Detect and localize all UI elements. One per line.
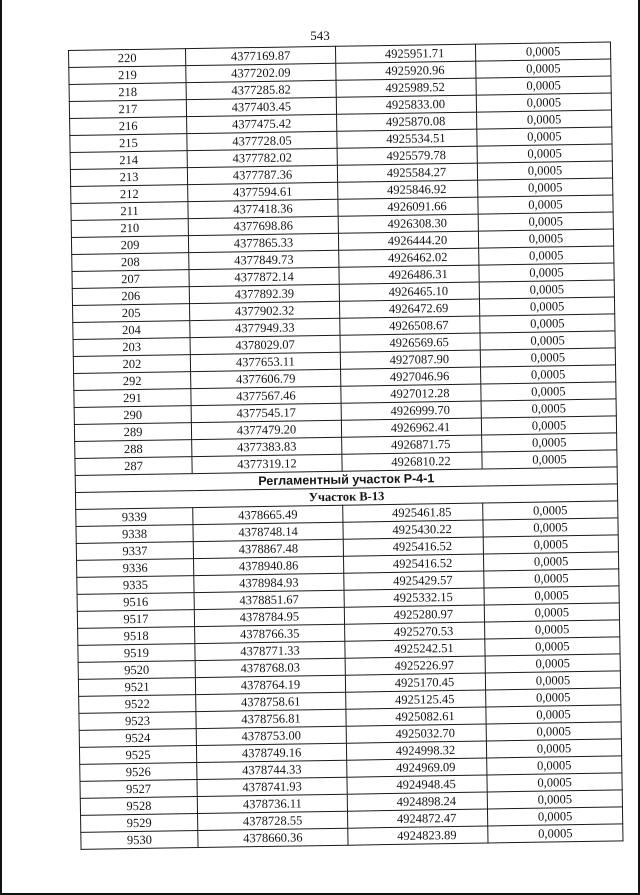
- value-cell: 0,0005: [485, 671, 620, 690]
- point-number-cell: 212: [71, 185, 188, 204]
- value-cell: 0,0005: [488, 824, 623, 843]
- section-title: Регламентный участок Р-4-1: [75, 467, 617, 493]
- x-coordinate-cell: 4378940.86: [194, 556, 344, 575]
- point-number-cell: 204: [73, 321, 190, 340]
- y-coordinate-cell: 4925846.92: [338, 180, 478, 199]
- value-cell: 0,0005: [481, 399, 616, 418]
- value-cell: 0,0005: [481, 382, 616, 401]
- value-cell: 0,0005: [486, 739, 621, 758]
- x-coordinate-cell: 4377782.02: [187, 148, 337, 167]
- point-number-cell: 207: [72, 270, 189, 289]
- y-coordinate-cell: 4925579.78: [337, 146, 477, 165]
- y-coordinate-cell: 4925430.22: [343, 520, 483, 539]
- value-cell: 0,0005: [487, 807, 622, 826]
- y-coordinate-cell: 4924969.09: [347, 758, 487, 777]
- x-coordinate-cell: 4377892.39: [189, 284, 339, 303]
- y-coordinate-cell: 4925951.71: [335, 44, 475, 63]
- y-coordinate-cell: 4926462.02: [339, 248, 479, 267]
- point-number-cell: 219: [69, 66, 186, 85]
- y-coordinate-cell: 4925416.52: [343, 554, 483, 573]
- point-number-cell: 203: [73, 338, 190, 357]
- x-coordinate-cell: 4378764.19: [195, 675, 345, 694]
- y-coordinate-cell: 4926569.65: [340, 333, 480, 352]
- x-coordinate-cell: 4377949.33: [190, 318, 340, 337]
- value-cell: 0,0005: [483, 518, 618, 537]
- x-coordinate-cell: 4377319.12: [192, 454, 342, 473]
- value-cell: 0,0005: [479, 246, 614, 265]
- value-cell: 0,0005: [478, 178, 613, 197]
- point-number-cell: 214: [70, 151, 187, 170]
- x-coordinate-cell: 4377849.73: [189, 250, 339, 269]
- y-coordinate-cell: 4926091.66: [338, 197, 478, 216]
- value-cell: 0,0005: [486, 688, 621, 707]
- point-number-cell: 9529: [81, 814, 198, 833]
- value-cell: 0,0005: [477, 144, 612, 163]
- x-coordinate-cell: 4377728.05: [187, 131, 337, 150]
- y-coordinate-cell: 4925332.15: [344, 588, 484, 607]
- y-coordinate-cell: 4926472.69: [339, 299, 479, 318]
- x-coordinate-cell: 4377285.82: [186, 80, 336, 99]
- value-cell: 0,0005: [479, 280, 614, 299]
- point-number-cell: 208: [72, 253, 189, 272]
- y-coordinate-cell: 4925920.96: [336, 61, 476, 80]
- point-number-cell: 9528: [80, 797, 197, 816]
- y-coordinate-cell: 4925242.51: [345, 639, 485, 658]
- value-cell: 0,0005: [483, 552, 618, 571]
- subsection-title: Участок В-13: [75, 484, 617, 510]
- point-number-cell: 9521: [78, 678, 195, 697]
- point-number-cell: 291: [74, 389, 191, 408]
- point-number-cell: 218: [69, 83, 186, 102]
- point-number-cell: 9523: [79, 712, 196, 731]
- x-coordinate-cell: 4378756.81: [196, 709, 346, 728]
- y-coordinate-cell: 4927012.28: [341, 384, 481, 403]
- y-coordinate-cell: 4925416.52: [343, 537, 483, 556]
- y-coordinate-cell: 4925429.57: [344, 571, 484, 590]
- y-coordinate-cell: 4926308.30: [338, 214, 478, 233]
- value-cell: 0,0005: [476, 93, 611, 112]
- x-coordinate-cell: 4377202.09: [186, 63, 336, 82]
- value-cell: 0,0005: [481, 365, 616, 384]
- value-cell: 0,0005: [479, 297, 614, 316]
- value-cell: 0,0005: [476, 76, 611, 95]
- x-coordinate-cell: 4377169.87: [185, 46, 335, 65]
- y-coordinate-cell: 4925170.45: [345, 673, 485, 692]
- x-coordinate-cell: 4378741.93: [197, 777, 347, 796]
- y-coordinate-cell: 4925534.51: [337, 129, 477, 148]
- x-coordinate-cell: 4378768.03: [195, 658, 345, 677]
- point-number-cell: 9520: [78, 661, 195, 680]
- point-number-cell: 9526: [80, 763, 197, 782]
- x-coordinate-cell: 4378758.61: [196, 692, 346, 711]
- y-coordinate-cell: 4926508.67: [340, 316, 480, 335]
- x-coordinate-cell: 4378744.33: [197, 760, 347, 779]
- value-cell: 0,0005: [481, 416, 616, 435]
- x-coordinate-cell: 4378665.49: [193, 505, 343, 524]
- value-cell: 0,0005: [487, 790, 622, 809]
- value-cell: 0,0005: [485, 637, 620, 656]
- y-coordinate-cell: 4925989.52: [336, 78, 476, 97]
- point-number-cell: 202: [73, 355, 190, 374]
- x-coordinate-cell: 4378784.95: [194, 607, 344, 626]
- table-body-top: [69, 42, 618, 475]
- value-cell: 0,0005: [477, 127, 612, 146]
- point-number-cell: 220: [69, 49, 186, 68]
- point-number-cell: 205: [73, 304, 190, 323]
- x-coordinate-cell: 4377383.83: [192, 437, 342, 456]
- point-number-cell: 9517: [77, 610, 194, 629]
- point-number-cell: 215: [70, 134, 187, 153]
- page-number: 543: [310, 28, 330, 43]
- point-number-cell: 216: [70, 117, 187, 136]
- point-number-cell: 217: [69, 100, 186, 119]
- point-number-cell: 9516: [77, 593, 194, 612]
- y-coordinate-cell: 4925833.00: [336, 95, 476, 114]
- value-cell: 0,0005: [475, 42, 610, 61]
- value-cell: 0,0005: [486, 705, 621, 724]
- point-number-cell: 206: [72, 287, 189, 306]
- x-coordinate-cell: 4377567.46: [191, 386, 341, 405]
- point-number-cell: 292: [74, 372, 191, 391]
- x-coordinate-cell: 4377606.79: [191, 369, 341, 388]
- value-cell: 0,0005: [486, 722, 621, 741]
- x-coordinate-cell: 4377479.20: [191, 420, 341, 439]
- table-body-bottom: [76, 501, 623, 849]
- y-coordinate-cell: 4924872.47: [347, 809, 487, 828]
- value-cell: 0,0005: [483, 501, 618, 520]
- point-number-cell: 213: [70, 168, 187, 187]
- x-coordinate-cell: 4377872.14: [189, 267, 339, 286]
- x-coordinate-cell: 4377594.61: [188, 182, 338, 201]
- value-cell: 0,0005: [480, 331, 615, 350]
- value-cell: 0,0005: [484, 603, 619, 622]
- point-number-cell: 9338: [76, 525, 193, 544]
- scan-left-edge: [0, 0, 2, 895]
- value-cell: 0,0005: [482, 450, 617, 469]
- x-coordinate-cell: 4378867.48: [193, 539, 343, 558]
- value-cell: 0,0005: [484, 569, 619, 588]
- point-number-cell: 9522: [79, 695, 196, 714]
- point-number-cell: 9336: [77, 559, 194, 578]
- point-number-cell: 9527: [80, 780, 197, 799]
- y-coordinate-cell: 4925280.97: [344, 605, 484, 624]
- value-cell: 0,0005: [478, 212, 613, 231]
- x-coordinate-cell: 4378029.07: [190, 335, 340, 354]
- value-cell: 0,0005: [478, 229, 613, 248]
- y-coordinate-cell: 4926465.10: [339, 282, 479, 301]
- y-coordinate-cell: 4924998.32: [346, 741, 486, 760]
- y-coordinate-cell: 4926444.20: [338, 231, 478, 250]
- x-coordinate-cell: 4377475.42: [187, 114, 337, 133]
- y-coordinate-cell: 4925032.70: [346, 724, 486, 743]
- x-coordinate-cell: 4378771.33: [195, 641, 345, 660]
- value-cell: 0,0005: [487, 773, 622, 792]
- x-coordinate-cell: 4378736.11: [197, 794, 347, 813]
- point-number-cell: 289: [74, 423, 191, 442]
- value-cell: 0,0005: [483, 535, 618, 554]
- point-number-cell: 9335: [77, 576, 194, 595]
- y-coordinate-cell: 4925125.45: [346, 690, 486, 709]
- x-coordinate-cell: 4377698.86: [188, 216, 338, 235]
- x-coordinate-cell: 4378753.00: [196, 726, 346, 745]
- y-coordinate-cell: 4926962.41: [341, 418, 481, 437]
- x-coordinate-cell: 4378766.35: [195, 624, 345, 643]
- point-number-cell: 9524: [79, 729, 196, 748]
- point-number-cell: 209: [71, 236, 188, 255]
- x-coordinate-cell: 4378851.67: [194, 590, 344, 609]
- y-coordinate-cell: 4927087.90: [340, 350, 480, 369]
- y-coordinate-cell: 4926486.31: [339, 265, 479, 284]
- value-cell: 0,0005: [478, 195, 613, 214]
- point-number-cell: 9530: [81, 831, 198, 850]
- x-coordinate-cell: 4377418.36: [188, 199, 338, 218]
- coordinates-table: [68, 41, 623, 849]
- x-coordinate-cell: 4377545.17: [191, 403, 341, 422]
- value-cell: 0,0005: [482, 433, 617, 452]
- x-coordinate-cell: 4378748.14: [193, 522, 343, 541]
- value-cell: 0,0005: [477, 110, 612, 129]
- coordinates-table-container: [68, 41, 622, 849]
- value-cell: 0,0005: [476, 59, 611, 78]
- x-coordinate-cell: 4378728.55: [198, 811, 348, 830]
- y-coordinate-cell: 4925082.61: [346, 707, 486, 726]
- y-coordinate-cell: 4926999.70: [341, 401, 481, 420]
- point-number-cell: 9337: [76, 542, 193, 561]
- x-coordinate-cell: 4377653.11: [190, 352, 340, 371]
- y-coordinate-cell: 4925870.08: [337, 112, 477, 131]
- y-coordinate-cell: 4925461.85: [343, 503, 483, 522]
- x-coordinate-cell: 4378749.16: [196, 743, 346, 762]
- x-coordinate-cell: 4378660.36: [198, 828, 348, 847]
- x-coordinate-cell: 4377902.32: [189, 301, 339, 320]
- y-coordinate-cell: 4926810.22: [342, 452, 482, 471]
- value-cell: 0,0005: [477, 161, 612, 180]
- point-number-cell: 211: [71, 202, 188, 221]
- point-number-cell: 9519: [78, 644, 195, 663]
- y-coordinate-cell: 4925226.97: [345, 656, 485, 675]
- y-coordinate-cell: 4925584.27: [337, 163, 477, 182]
- x-coordinate-cell: 4377865.33: [188, 233, 338, 252]
- y-coordinate-cell: 4925270.53: [345, 622, 485, 641]
- value-cell: 0,0005: [487, 756, 622, 775]
- point-number-cell: 288: [75, 440, 192, 459]
- x-coordinate-cell: 4377403.45: [186, 97, 336, 116]
- value-cell: 0,0005: [485, 620, 620, 639]
- y-coordinate-cell: 4927046.96: [341, 367, 481, 386]
- value-cell: 0,0005: [485, 654, 620, 673]
- point-number-cell: 210: [71, 219, 188, 238]
- y-coordinate-cell: 4924823.89: [348, 826, 488, 845]
- point-number-cell: 287: [75, 457, 192, 476]
- y-coordinate-cell: 4924948.45: [347, 775, 487, 794]
- point-number-cell: 290: [74, 406, 191, 425]
- value-cell: 0,0005: [484, 586, 619, 605]
- x-coordinate-cell: 4377787.36: [187, 165, 337, 184]
- value-cell: 0,0005: [480, 348, 615, 367]
- value-cell: 0,0005: [480, 314, 615, 333]
- x-coordinate-cell: 4378984.93: [194, 573, 344, 592]
- y-coordinate-cell: 4924898.24: [347, 792, 487, 811]
- value-cell: 0,0005: [479, 263, 614, 282]
- point-number-cell: 9518: [78, 627, 195, 646]
- y-coordinate-cell: 4926871.75: [342, 435, 482, 454]
- point-number-cell: 9525: [79, 746, 196, 765]
- point-number-cell: 9339: [76, 508, 193, 527]
